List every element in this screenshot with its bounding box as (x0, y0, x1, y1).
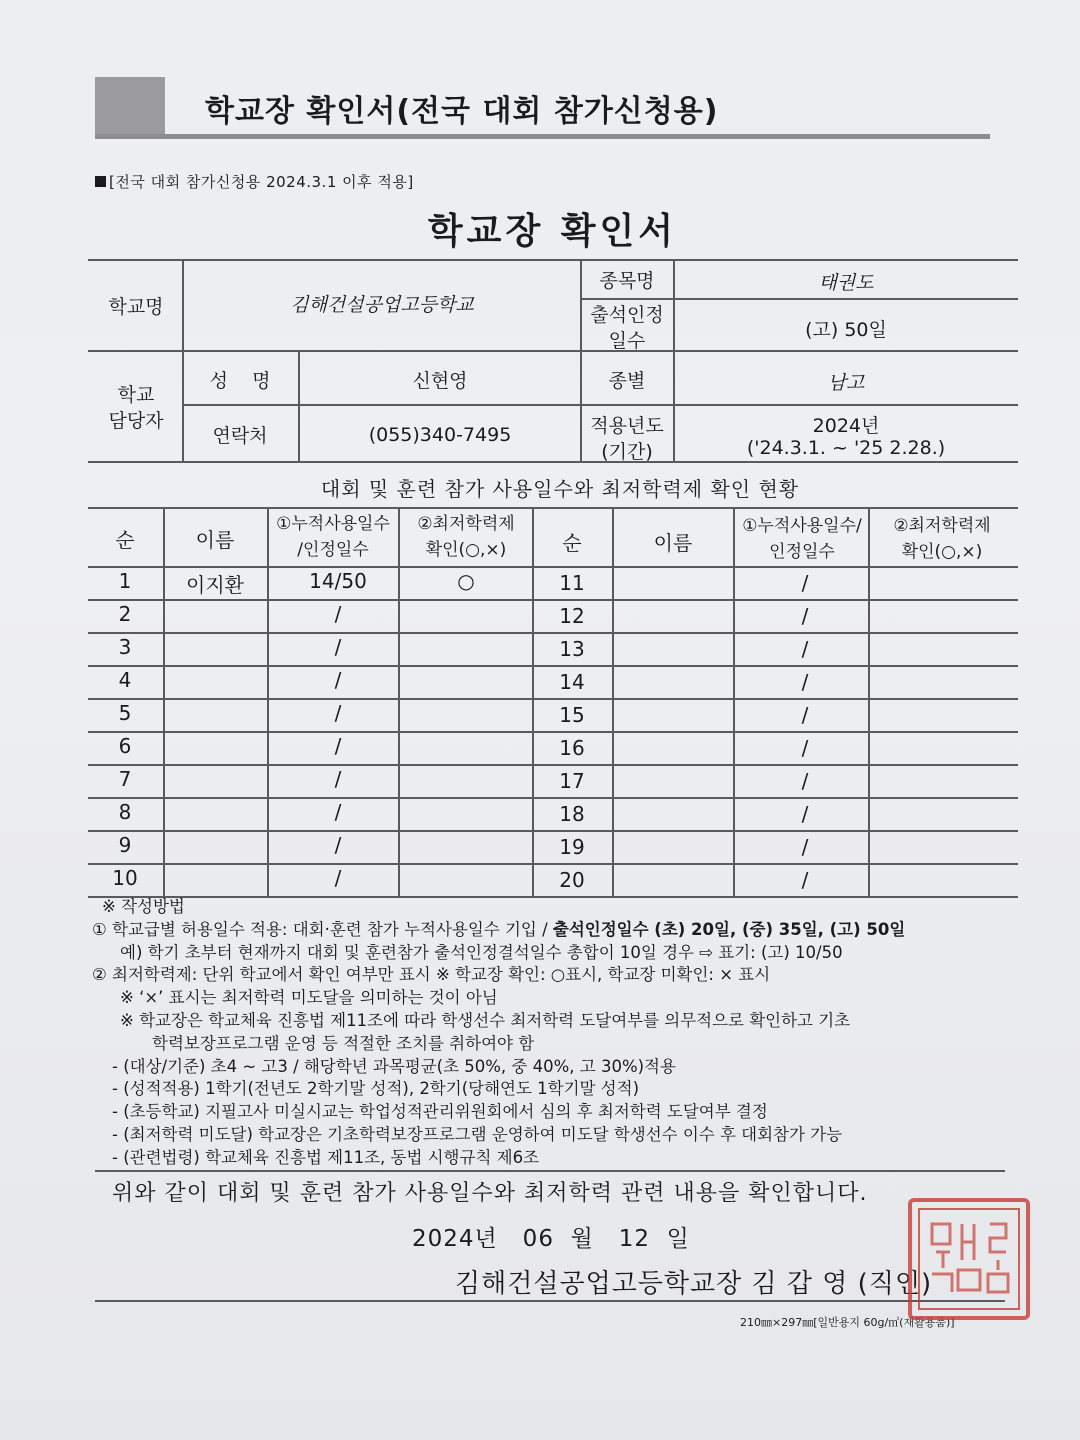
used-days: / (334, 866, 342, 890)
rule (182, 404, 1018, 406)
rule (398, 507, 400, 896)
used-days: / (801, 868, 809, 892)
rule (580, 259, 582, 461)
sport-value: 태권도 (818, 272, 874, 294)
col-header-no-right: 순 (562, 531, 582, 555)
row-number: 9 (118, 833, 132, 857)
instruction-2: ② 최저학력제: 단위 학교에서 확인 여부만 표시 ※ 학교장 확인: ○표시, 학교장 미확인: × 표시 (92, 965, 771, 985)
col-header-no: 순 (115, 528, 135, 552)
col-header-min-line1: ②최저학력제 (417, 514, 515, 534)
school-name: 김해건설공업고등학교 (290, 294, 474, 316)
header-gray-box (95, 77, 165, 135)
row-number: 8 (118, 800, 132, 824)
used-days: / (801, 769, 809, 793)
staff-label-line2: 담당자 (108, 410, 164, 432)
rule (88, 507, 1018, 509)
rule (88, 731, 1018, 733)
col-header-days-right-line2: 인정일수 (769, 542, 835, 562)
rule (95, 1170, 1005, 1172)
gender-value: 남고 (827, 372, 865, 394)
sport-label: 종목명 (599, 270, 655, 292)
used-days: / (801, 670, 809, 694)
issue-date: 2024년 06 월 12 일 (412, 1226, 690, 1252)
instruction-1-text: ① 학교급별 허용일수 적용: 대회·훈련 참가 누적사용일수 기입 / (92, 919, 553, 939)
rule (88, 830, 1018, 832)
col-header-min-line2: 확인(○,×) (425, 540, 507, 560)
used-days: / (801, 637, 809, 661)
rule (88, 665, 1018, 667)
header-rule (95, 134, 990, 139)
rule (88, 863, 1018, 865)
row-number: 18 (559, 802, 585, 826)
used-days: / (334, 668, 342, 692)
rule (267, 507, 269, 896)
rule (88, 461, 1018, 463)
row-number: 2 (118, 602, 132, 626)
document-title: 학교장 확인서 (427, 211, 678, 252)
instructions (92, 896, 1022, 1170)
year-value-line2: ('24.3.1. ~ '25 2.28.) (746, 437, 946, 459)
instructions-title: ※ 작성방법 (102, 897, 185, 916)
applicability-note-text: [전국 대회 참가신청용 2024.3.1 이후 적용] (109, 173, 414, 191)
school-label: 학교명 (108, 296, 164, 318)
row-number: 16 (559, 736, 585, 760)
rule (532, 507, 534, 896)
instruction-2-note: ※ ‘×’ 표시는 최저학력 미도달을 의미하는 것이 아님 (120, 988, 498, 1008)
row-number: 17 (559, 769, 585, 793)
name-label: 성 명 (209, 370, 271, 392)
row-number: 1 (118, 569, 132, 593)
row-number: 10 (112, 866, 138, 890)
used-days: 14/50 (309, 569, 367, 593)
rule (88, 599, 1018, 601)
square-bullet-icon (95, 176, 106, 187)
row-number: 19 (559, 835, 585, 859)
confirmation-statement: 위와 같이 대회 및 훈련 참가 사용일수와 최저학력 관련 내용을 확인합니다. (112, 1181, 868, 1206)
detail-elementary: - (초등학교) 지필고사 미실시교는 학업성적관리위원회에서 심의 후 최저학력 도달여부 결정 (112, 1102, 768, 1122)
detail-grades: - (성적적용) 1학기(전년도 2학기말 성적), 2학기(당해연도 1학기말 성적) (112, 1079, 640, 1099)
used-days: / (334, 602, 342, 626)
used-days: / (801, 736, 809, 760)
detail-law: - (관련법령) 학교체육 진흥법 제11조, 동법 시행규칙 제6조 (112, 1147, 539, 1167)
col-header-days-line1: ①누적사용일수 (276, 514, 390, 534)
detail-target: - (대상/기준) 초4 ~ 고3 / 해당학년 과목평균(초 50%, 중 40%, 고 30%)적용 (112, 1056, 676, 1076)
attend-label-line2: 일수 (608, 330, 646, 352)
rule (88, 566, 1018, 568)
rule (88, 632, 1018, 634)
year-value-line1: 2024년 (812, 415, 880, 437)
rule (88, 259, 1018, 261)
rule (612, 507, 614, 896)
row-number: 7 (118, 767, 132, 791)
row-number: 5 (118, 701, 132, 725)
rule (88, 797, 1018, 799)
applicability-note (95, 171, 414, 192)
gender-label: 종별 (608, 370, 646, 392)
used-days: / (334, 767, 342, 791)
rule (163, 507, 165, 896)
row-number: 13 (559, 637, 585, 661)
row-number: 3 (118, 635, 132, 659)
contact-value: (055)340-7495 (368, 424, 512, 446)
row-number: 12 (559, 604, 585, 628)
rule (88, 698, 1018, 700)
used-days: / (801, 571, 809, 595)
staff-name: 신현영 (412, 370, 468, 392)
row-number: 15 (559, 703, 585, 727)
athlete-name: 이지환 (186, 573, 244, 597)
detail-not-reached: - (최저학력 미도달) 학교장은 기초학력보장프로그램 운영하여 미도달 학생선수 이수 후 대회참가 가능 (112, 1124, 843, 1144)
used-days: / (334, 800, 342, 824)
section-title: 대회 및 훈련 참가 사용일수와 최저학력제 확인 현황 (320, 477, 800, 501)
used-days: / (801, 703, 809, 727)
row-number: 6 (118, 734, 132, 758)
col-header-min-right-line1: ②최저학력제 (893, 516, 991, 536)
year-label-line2: (기간) (601, 441, 653, 463)
principal-signature: 김해건설공업고등학교장 김 갑 영 (직인) (455, 1269, 933, 1299)
staff-label-line1: 학교 (117, 384, 155, 406)
seal-glyph-strokes (912, 1202, 1026, 1316)
used-days: / (801, 802, 809, 826)
used-days: / (334, 635, 342, 659)
row-number: 14 (559, 670, 585, 694)
rule (673, 259, 675, 461)
footer-rule (95, 1300, 1005, 1302)
attend-label-line1: 출석인정 (590, 304, 664, 326)
used-days: / (334, 701, 342, 725)
rule (182, 259, 184, 461)
instruction-3-line1: ※ 학교장은 학교체육 진흥법 제11조에 따라 학생선수 최저학력 도달여부를 의무적으로 확인하고 기초 (120, 1010, 851, 1030)
rule (298, 350, 300, 461)
instruction-3-line2: 학력보장프로그램 운영 등 적절한 조치를 취하여야 함 (152, 1033, 535, 1053)
paper-size-note: 210㎜×297㎜[일반용지 60g/㎡(재활용품)] (740, 1316, 955, 1329)
used-days: / (801, 604, 809, 628)
used-days: / (334, 734, 342, 758)
col-header-name: 이름 (195, 528, 235, 552)
col-header-days-right-line1: ①누적사용일수/ (742, 516, 862, 536)
instruction-1-bold: 출석인정일수 (초) 20일, (중) 35일, (고) 50일 (552, 919, 906, 939)
instruction-1-example: 예) 학기 초부터 현재까지 대회 및 훈련참가 출석인정결석일수 총합이 10일 경우 ⇨ 표기: (고) 10/50 (120, 942, 843, 962)
official-seal-stamp (908, 1198, 1030, 1320)
contact-label: 연락처 (212, 425, 268, 447)
min-academic-check: ○ (457, 569, 475, 593)
col-header-days-line2: /인정일수 (297, 540, 369, 560)
col-header-min-right-line2: 확인(○,×) (901, 542, 983, 562)
rule (733, 507, 735, 896)
rule (868, 507, 870, 896)
year-label-line1: 적용년도 (590, 415, 664, 437)
row-number: 11 (559, 571, 585, 595)
rule (88, 764, 1018, 766)
attend-value: (고) 50일 (805, 319, 887, 341)
used-days: / (334, 833, 342, 857)
used-days: / (801, 835, 809, 859)
instruction-1 (92, 919, 1022, 942)
rule (88, 350, 1018, 352)
row-number: 4 (118, 668, 132, 692)
row-number: 20 (559, 868, 585, 892)
header-title: 학교장 확인서(전국 대회 참가신청용) (205, 94, 719, 129)
col-header-name-right: 이름 (653, 531, 693, 555)
